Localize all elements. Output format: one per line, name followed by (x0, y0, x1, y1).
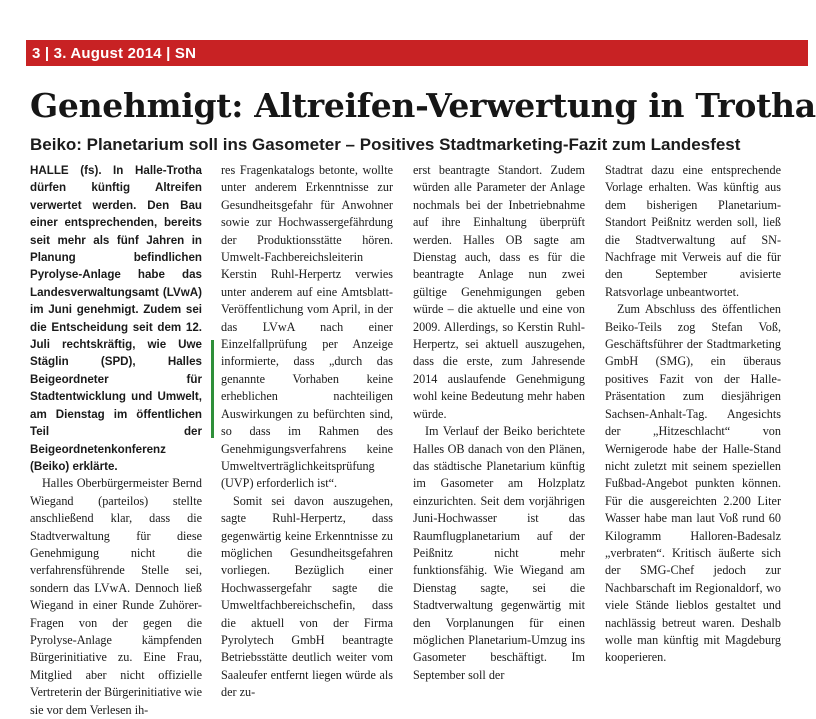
body-paragraph: Zum Abschluss des öffentlichen Beiko-Teils zog Stefan Voß, Geschäftsführer der Stadtmarketing GmbH (SMG), ein überaus positives Fazit von der Halle-Präsentation zum diesjährigen Sachsen-Anhalt-Tag. Angesichts der „Hitzeschlacht“ von Wernigerode habe der Halle-Stand nicht zuletzt mit seinem speziellen Fußbad-Angebot punkten können. Für die ausgereichten 2.200 Liter Wasser habe man laut Voß rund 60 Kilogramm Halloren-Badesalz „verbraten“. Kritisch äußerte sich der SMG-Chef jedoch zur Nachbarschaft im Regionaldorf, wo viele Stände lieblos gestaltet und nachlässig betreut waren. Deshalb wolle man künftig mit Magdeburg kooperieren. (605, 302, 781, 665)
lead-paragraph (30, 162, 202, 475)
article-column-1 (30, 162, 203, 717)
body-paragraph: Stadtrat dazu eine entsprechende Vorlage erhalten. Was künftig aus dem bisherigen Planetarium-Standort Peißnitz werden soll, ließ die Stadtverwaltung auf SN-Nachfrage mit Verweis auf die für den September avisierte Ratsvorlage unbeantwortet. (605, 163, 781, 299)
article-headline: Genehmigt: Altreifen-Verwertung in Trotha (30, 86, 816, 125)
body-paragraph: erst beantragte Standort. Zudem würden alle Parameter der Anlage nochmals bei der Inbetriebnahme auf ihre Einhaltung überprüft werden. Halles OB sagte am Dienstag auch, dass es für die beantragte Anlage nun zwei gültige Genehmigungen geben würde – die aktuelle und eine von 2009. Allerdings, so Kerstin Ruhl-Herpertz, sei aktuell auszugehen, dass die erste, zum Jahresende 2014 auslaufende Genehmigung wohl keine Bedeutung mehr haben würde. (413, 163, 585, 421)
article-column-2 (221, 162, 393, 700)
body-paragraph: Somit sei davon auszugehen, sagte Ruhl-Herpertz, dass gegenwärtig keine Erkenntnisse zu möglichen Gesundheitsgefahren vorliegen. Bezüglich einer Hochwassergefahr sagte die Umweltfachbereichschefin, dass die aktuell von der Firma Pyrolytech GmbH beantragte Betriebsstätte deutlich weiter vom Saaleufer entfernt liegen würde als der zu- (221, 493, 393, 700)
dateline: HALLE (fs). (30, 164, 102, 177)
body-paragraph: res Fragenkatalogs betonte, wollte unter anderem Erkenntnisse zur Gesundheitsgefahr für Anwohner sowie zur Hochwassergefährdung der Produktionsstätte hören. Umwelt-Fachbereichsleiterin Kerstin Ruhl-Herpertz verwies unter anderem auf eine Amtsblatt-Veröffentlichung vom April, in der das LVwA nach einer Einzelfallprüfung per Anzeige informierte, dass „durch das genannte Vorhaben keine erheblichen nachteiligen Auswirkungen zu befürchten sind, so dass im Rahmen des Genehmigungsverfahrens keine Umweltverträglichkeitsprüfung (UVP) erforderlich ist“. (221, 163, 393, 491)
article-column-4 (605, 162, 781, 665)
page-info: 3 | 3. August 2014 | SN (32, 44, 197, 62)
lead-text: In Halle-Trotha dürfen künftig Altreifen verwertet werden. Den Bau einer entsprechenden, bereits seit mehr als fünf Jahren in Planung befindlichen Pyrolyse-Anlage habe das Landesverwaltungsamt (LVwA) im Juni genehmigt. Zudem sei die Entscheidung seit dem 12. Juli rechtskräftig, wie Uwe Stäglin (SPD), Halles Beigeordneter für Stadtentwicklung und Umwelt, am Dienstag im öffentlichen Teil der Beigeordnetenkonferenz (Beiko) erklärte. (30, 164, 203, 473)
article-subheadline: Beiko: Planetarium soll ins Gasometer – Positives Stadtmarketing-Fazit zum Landesfest (30, 135, 741, 154)
body-paragraph: Im Verlauf der Beiko berichtete Halles OB danach von den Plänen, das städtische Planetarium künftig im Gasometer am Holzplatz einzurichten. Seit dem vorjährigen Juni-Hochwasser ist das Raumflugplanetarium auf der Peißnitz nicht mehr funktionsfähig. Wie Wiegand am Dienstag sagte, sei die Stadtverwaltung gegenwärtig mit den Vorplanungen für einen möglichen Planetarium-Umzug ins Gasometer beschäftigt. Im September soll der (413, 424, 585, 682)
highlight-marker (211, 340, 214, 438)
page-header-bar (26, 40, 808, 66)
body-paragraph: Halles Oberbürgermeister Bernd Wiegand (parteilos) stellte anschließend klar, dass die Stadtverwaltung für diese Genehmigung nicht die verfahrensführende Stelle sei, sondern das LVwA. Dennoch ließ Wiegand in einer Runde Zuhörer-Fragen von der gegen die Pyrolyse-Anlage kämpfenden Bürgerinitiative zu. Eine Frau, Mitglied aber nicht offizielle Vertreterin der Bürgerinitiative wie sie vor dem Verlesen ih- (30, 476, 202, 717)
article-column-3 (413, 162, 585, 682)
